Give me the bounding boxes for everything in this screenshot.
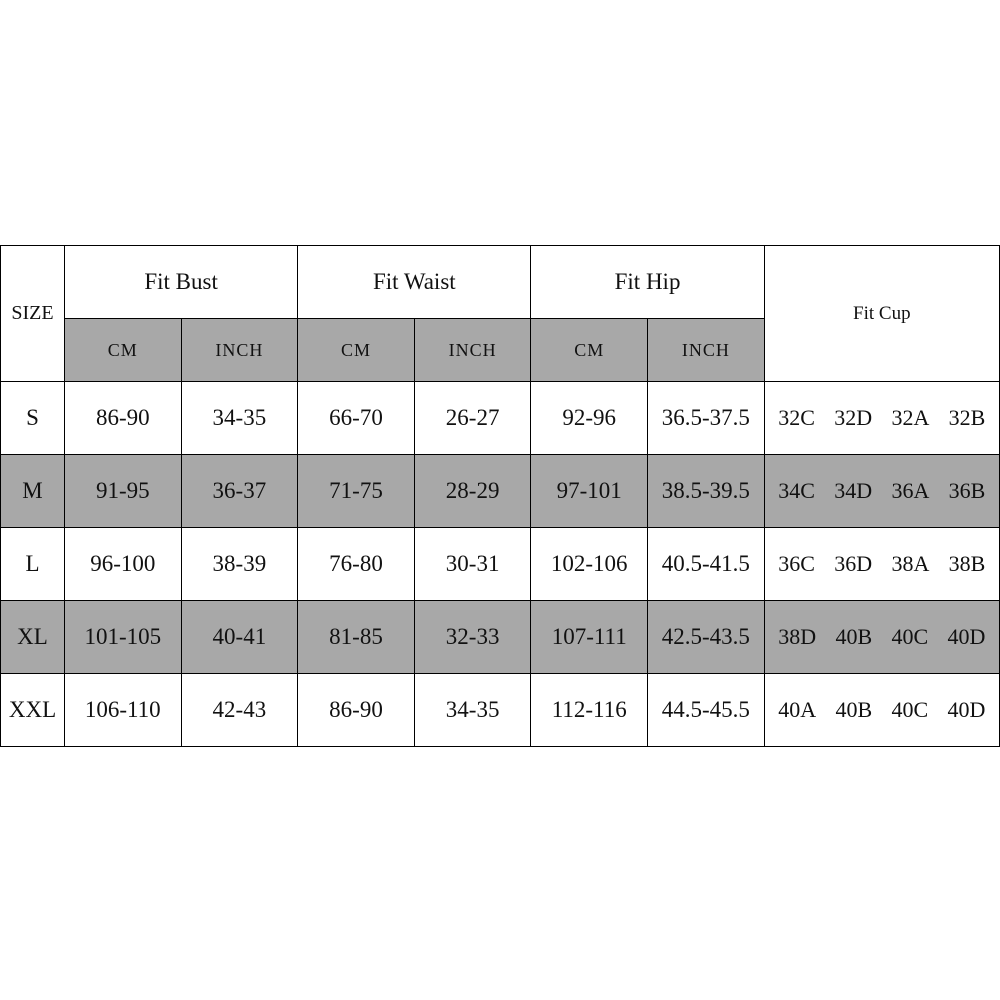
cell-bust-cm: 86-90: [64, 382, 181, 455]
cell-bust-inch: 36-37: [181, 455, 298, 528]
cup-value: 40B: [835, 624, 873, 649]
header-fit-bust: Fit Bust: [64, 246, 297, 319]
header-fit-cup: Fit Cup: [764, 246, 999, 382]
cell-bust-inch: 34-35: [181, 382, 298, 455]
row-size-label: L: [1, 528, 65, 601]
cup-value: 36D: [834, 551, 873, 576]
cell-bust-inch: 42-43: [181, 674, 298, 747]
cell-bust-cm: 106-110: [64, 674, 181, 747]
cell-hip-inch: 38.5-39.5: [648, 455, 765, 528]
cell-bust-cm: 101-105: [64, 601, 181, 674]
cell-cups: [764, 455, 999, 528]
cell-hip-inch: 36.5-37.5: [648, 382, 765, 455]
cell-waist-cm: 86-90: [298, 674, 415, 747]
cell-waist-inch: 34-35: [414, 674, 531, 747]
header-row-groups: [1, 246, 1000, 319]
header-bust-cm: CM: [64, 319, 181, 382]
cell-waist-cm: 81-85: [298, 601, 415, 674]
cup-value: 34C: [778, 478, 815, 503]
cup-value: 32C: [778, 405, 815, 430]
cell-hip-cm: 107-111: [531, 601, 648, 674]
cell-waist-inch: 26-27: [414, 382, 531, 455]
cell-cups: [764, 528, 999, 601]
row-size-label: XL: [1, 601, 65, 674]
header-waist-inch: INCH: [414, 319, 531, 382]
header-waist-cm: CM: [298, 319, 415, 382]
table-row: [1, 382, 1000, 455]
cell-bust-inch: 40-41: [181, 601, 298, 674]
cup-value: 32D: [834, 405, 873, 430]
header-fit-waist: Fit Waist: [298, 246, 531, 319]
cup-value: 38B: [948, 551, 986, 576]
cell-hip-inch: 42.5-43.5: [648, 601, 765, 674]
cell-waist-inch: 30-31: [414, 528, 531, 601]
cup-value: 36B: [948, 478, 986, 503]
table-row: [1, 601, 1000, 674]
header-hip-inch: INCH: [648, 319, 765, 382]
cell-cups: [764, 382, 999, 455]
header-size: SIZE: [1, 246, 65, 382]
size-chart-table: [0, 245, 1000, 747]
cell-cups: [764, 674, 999, 747]
table-head: [1, 246, 1000, 382]
cell-hip-cm: 92-96: [531, 382, 648, 455]
cell-bust-cm: 96-100: [64, 528, 181, 601]
cup-value: 32A: [891, 405, 930, 430]
table-body: [1, 382, 1000, 747]
table-row: [1, 455, 1000, 528]
header-hip-cm: CM: [531, 319, 648, 382]
cup-value: 36C: [778, 551, 815, 576]
cell-waist-cm: 71-75: [298, 455, 415, 528]
cup-value: 40B: [835, 697, 873, 722]
row-size-label: S: [1, 382, 65, 455]
header-fit-hip: Fit Hip: [531, 246, 764, 319]
size-chart-container: [0, 245, 1000, 747]
cell-hip-inch: 44.5-45.5: [648, 674, 765, 747]
cup-value: 38A: [891, 551, 930, 576]
cell-bust-cm: 91-95: [64, 455, 181, 528]
cup-value: 36A: [891, 478, 930, 503]
cell-cups: [764, 601, 999, 674]
cup-value: 32B: [948, 405, 986, 430]
cell-hip-inch: 40.5-41.5: [648, 528, 765, 601]
cup-value: 38D: [778, 624, 817, 649]
cup-value: 40C: [891, 697, 929, 722]
table-row: [1, 528, 1000, 601]
row-size-label: XXL: [1, 674, 65, 747]
cell-waist-cm: 66-70: [298, 382, 415, 455]
row-size-label: M: [1, 455, 65, 528]
cup-value: 34D: [834, 478, 873, 503]
table-row: [1, 674, 1000, 747]
cup-value: 40D: [947, 624, 986, 649]
cup-value: 40D: [947, 697, 986, 722]
cell-waist-inch: 28-29: [414, 455, 531, 528]
cup-value: 40C: [891, 624, 929, 649]
cell-hip-cm: 97-101: [531, 455, 648, 528]
header-bust-inch: INCH: [181, 319, 298, 382]
cell-hip-cm: 112-116: [531, 674, 648, 747]
cell-hip-cm: 102-106: [531, 528, 648, 601]
cell-waist-inch: 32-33: [414, 601, 531, 674]
cell-waist-cm: 76-80: [298, 528, 415, 601]
cell-bust-inch: 38-39: [181, 528, 298, 601]
cup-value: 40A: [778, 697, 817, 722]
